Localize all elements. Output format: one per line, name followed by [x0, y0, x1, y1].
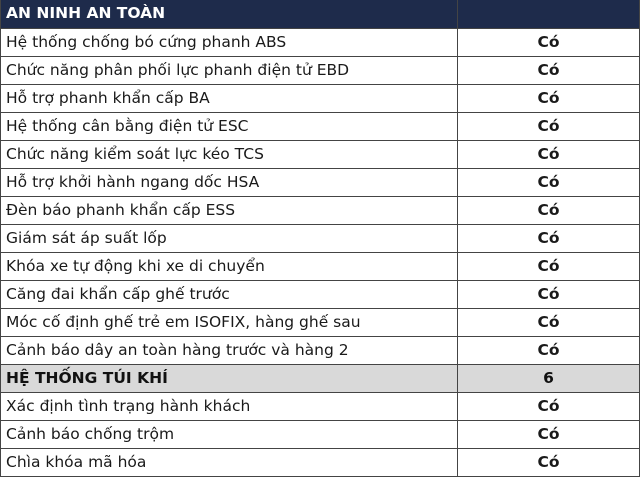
table-row — [1, 29, 640, 57]
table-row — [1, 309, 640, 337]
feature-value: Có — [458, 113, 640, 141]
table-row — [1, 393, 640, 421]
feature-value: Có — [458, 29, 640, 57]
feature-label: Cảnh báo dây an toàn hàng trước và hàng 2 — [1, 337, 458, 365]
feature-label: Chức năng phân phối lực phanh điện tử EBD — [1, 57, 458, 85]
feature-value: Có — [458, 309, 640, 337]
feature-value: Có — [458, 57, 640, 85]
feature-value: Có — [458, 337, 640, 365]
feature-label: Móc cố định ghế trẻ em ISOFIX, hàng ghế sau — [1, 309, 458, 337]
feature-value: Có — [458, 449, 640, 477]
feature-value: Có — [458, 253, 640, 281]
feature-label: Hệ thống cân bằng điện tử ESC — [1, 113, 458, 141]
section-value: 6 — [458, 365, 640, 393]
feature-label: Khóa xe tự động khi xe di chuyển — [1, 253, 458, 281]
feature-label: Hệ thống chống bó cứng phanh ABS — [1, 29, 458, 57]
section-value — [458, 0, 640, 29]
table-row — [1, 253, 640, 281]
feature-label: Giám sát áp suất lốp — [1, 225, 458, 253]
feature-value: Có — [458, 141, 640, 169]
table-row — [1, 449, 640, 477]
feature-label: Xác định tình trạng hành khách — [1, 393, 458, 421]
table-row — [1, 169, 640, 197]
table-row — [1, 141, 640, 169]
feature-label: Cảnh báo chống trộm — [1, 421, 458, 449]
section-header-airbags — [1, 365, 640, 393]
feature-label: Đèn báo phanh khẩn cấp ESS — [1, 197, 458, 225]
feature-value: Có — [458, 281, 640, 309]
feature-label: Hỗ trợ khởi hành ngang dốc HSA — [1, 169, 458, 197]
feature-value: Có — [458, 393, 640, 421]
feature-label: Hỗ trợ phanh khẩn cấp BA — [1, 85, 458, 113]
feature-label: Chìa khóa mã hóa — [1, 449, 458, 477]
table-row — [1, 225, 640, 253]
table-row — [1, 113, 640, 141]
section-title: AN NINH AN TOÀN — [1, 0, 458, 29]
feature-label: Chức năng kiểm soát lực kéo TCS — [1, 141, 458, 169]
table-row — [1, 85, 640, 113]
table-row — [1, 421, 640, 449]
feature-value: Có — [458, 421, 640, 449]
table-row — [1, 281, 640, 309]
feature-value: Có — [458, 85, 640, 113]
feature-label: Căng đai khẩn cấp ghế trước — [1, 281, 458, 309]
feature-value: Có — [458, 225, 640, 253]
feature-value: Có — [458, 197, 640, 225]
table-row — [1, 197, 640, 225]
feature-value: Có — [458, 169, 640, 197]
table-row — [1, 337, 640, 365]
table-row — [1, 57, 640, 85]
section-title: HỆ THỐNG TÚI KHÍ — [1, 365, 458, 393]
section-header-safety — [1, 0, 640, 29]
